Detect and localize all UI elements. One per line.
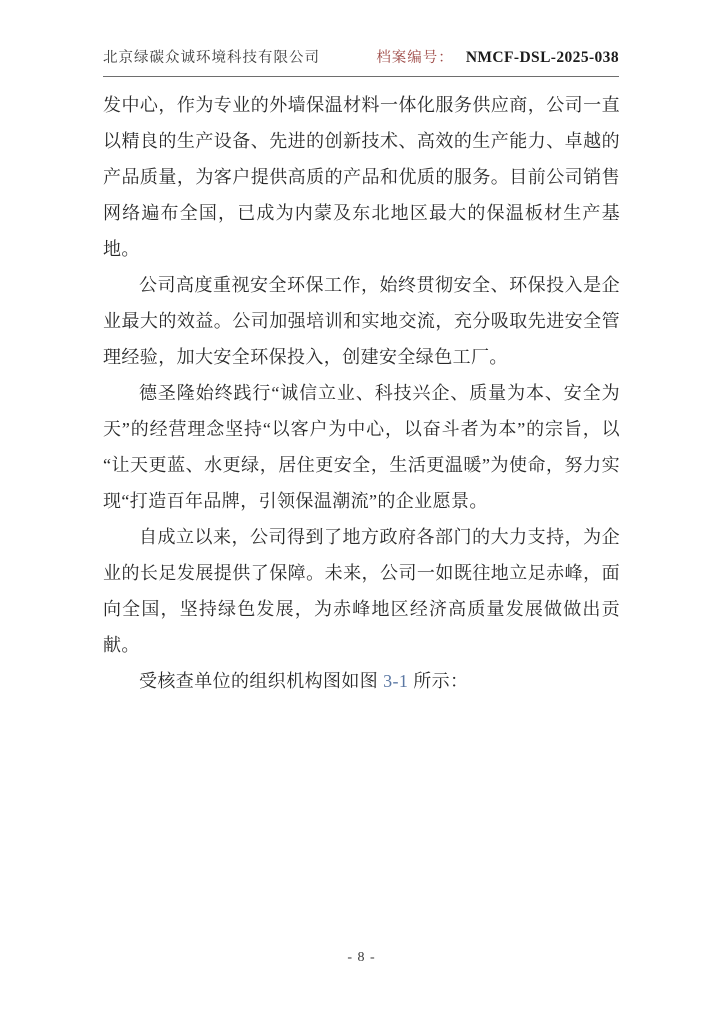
file-number-label: 档案编号： — [376, 50, 454, 66]
figure-reference-prefix: 受核查单位的组织机构图如图 — [139, 671, 384, 691]
paragraph-figure-reference — [103, 663, 620, 699]
header-company-name: 北京绿碳众诚环境科技有限公司 — [103, 50, 320, 66]
paragraph-company-intro: 发中心，作为专业的外墙保温材料一体化服务供应商，公司一直以精良的生产设备、先进的创新技术、高效的生产能力、卓越的产品质量，为客户提供高质的产品和优质的服务。目前公司销售网络遍布全国，已成为内蒙及东北地区最大的保温板材生产基地。 — [103, 95, 620, 259]
paragraph-company-values: 德圣隆始终践行“诚信立业、科技兴企、质量为本、安全为天”的经营理念坚持“以客户为中心，以奋斗者为本”的宗旨，以“让天更蓝、水更绿，居住更安全，生活更温暖”为使命，努力实现“打造百年品牌，引领保温潮流”的企业愿景。 — [103, 383, 620, 511]
header-file-number — [376, 46, 619, 67]
document-body — [103, 87, 620, 699]
page-number: - 8 - — [347, 950, 376, 965]
page-footer — [0, 950, 723, 966]
figure-reference-link[interactable]: 3-1 — [383, 671, 409, 691]
file-number-value: NMCF-DSL-2025-038 — [465, 49, 619, 66]
paragraph-safety-environment: 公司高度重视安全环保工作，始终贯彻安全、环保投入是企业最大的效益。公司加强培训和实地交流，充分吸取先进安全管理经验，加大安全环保投入，创建安全绿色工厂。 — [103, 275, 620, 367]
figure-reference-suffix: 所示： — [408, 671, 469, 691]
paragraph-development: 自成立以来，公司得到了地方政府各部门的大力支持，为企业的长足发展提供了保障。未来，公司一如既往地立足赤峰，面向全国，坚持绿色发展，为赤峰地区经济高质量发展做做出贡献。 — [103, 527, 620, 655]
page-header — [103, 46, 619, 77]
